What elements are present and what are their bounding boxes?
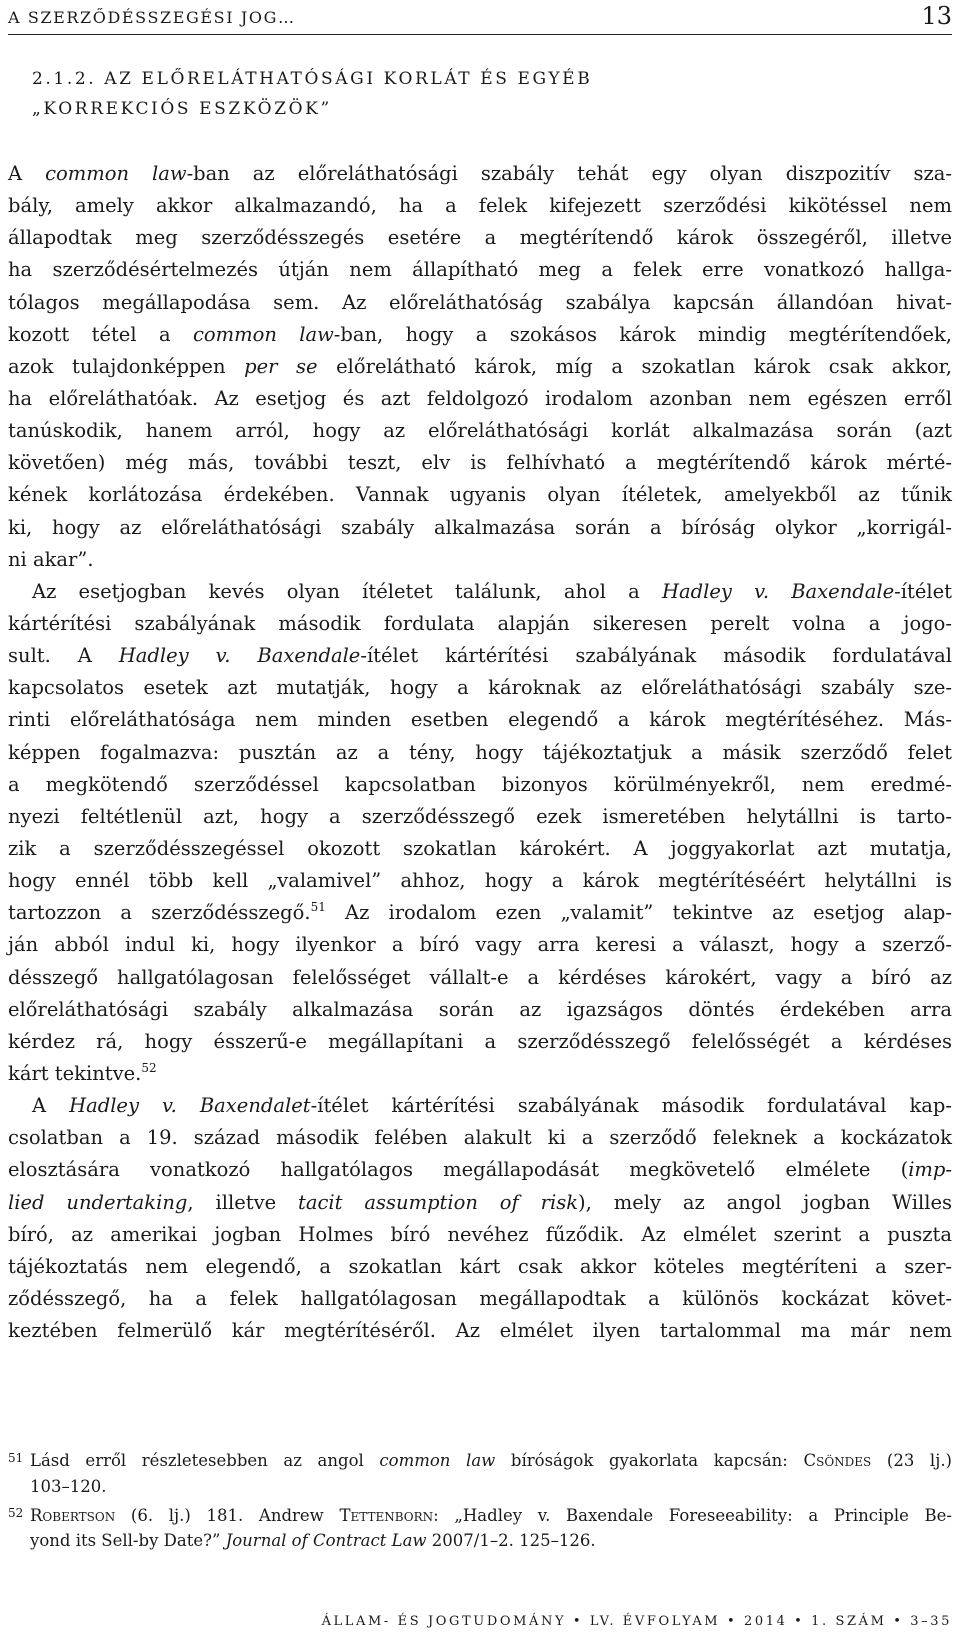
text-line: kárt tekintve.$^{52}$ <box>8 1060 157 1085</box>
header-rule <box>8 34 952 35</box>
footnote-ref: 51 <box>310 900 326 915</box>
text-line: kének korlátozása érdekében. Vannak ugyanis olyan ítéletek, amelyekből az tűnik <box>8 483 952 507</box>
text-line: hogy ennél több kell „valamivel” ahhoz, hogy a károk megtérítéséért helytállni is <box>8 869 952 893</box>
text-line: kozott tétel a common law-ban, hogy a szokásos károk mindig megtérítendőek, <box>8 322 952 346</box>
text-line: lied undertaking, illetve tacit assumption of risk), mely az angol jogban Willes <box>8 1190 952 1214</box>
text-line: A common law-ban az előreláthatósági szabály tehát egy olyan diszpozitív sza- <box>8 162 952 185</box>
text-line: tólagos megállapodása sem. Az előreláthatóság szabálya kapcsán állandóan hivat- <box>8 290 952 314</box>
text-line: azok tulajdonképpen per se előrelátható károk, míg a szokatlan károk csak akkor, <box>8 354 952 378</box>
footnote-mark: 51 <box>8 1451 24 1465</box>
text-line: nyezi feltétlenül azt, hogy a szerződésszegő ezek ismeretében helytállni is tarto- <box>8 804 952 828</box>
text-line: ha előreláthatóak. Az esetjog és azt feldolgozó irodalom azonban nem egészen erről <box>8 386 952 410</box>
journal-footer: ÁLLAM- ÉS JOGTUDOMÁNY • LV. ÉVFOLYAM • 2014 • 1. SZÁM • 3–35 <box>321 1614 952 1629</box>
text-line: kapcsolatos esetek azt mutatják, hogy a károknak az előreláthatósági szabály sze- <box>8 676 952 700</box>
text-line: elosztására vonatkozó hallgatólagos megállapodását megkövetelő elmélete (imp- <box>8 1158 952 1182</box>
footnote-52: 52 Robertson (6. lj.) 181. Andrew Tettenborn: „Hadley v. Baxendale Foreseeability: a Principle Be- yond its Sell-by Date?” Journal of Contract Law 2007/1–2. 125–126. <box>8 1503 952 1555</box>
footnote-51: 51 Lásd erről részletesebben az angol common law bíróságok gyakorlata kapcsán: Csöndes (23 lj.) 103–120. <box>8 1448 952 1500</box>
text-line: ján abból indul ki, hogy ilyenkor a bíró vagy arra keresi a választ, hogy a szerző- <box>8 933 952 957</box>
text-line: tájékoztatás nem elegendő, a szokatlan kárt csak akkor köteles megtéríteni a szer- <box>8 1254 952 1278</box>
text-line: kérdez rá, hogy ésszerű-e megállapítani a szerződésszegő felelősségét a kérdéses <box>8 1029 952 1053</box>
section-heading-line: „KORREKCIÓS ESZKÖZÖK” <box>32 99 332 119</box>
text-line: tanúskodik, hanem arról, hogy az előreláthatósági korlát alkalmazása során (azt <box>8 419 952 443</box>
text-line: sult. A Hadley v. Baxendale-ítélet kártérítési szabályának második fordulatával <box>8 644 952 668</box>
text-line: csolatban a 19. század második felében alakult ki a szerződő feleknek a kockázatok <box>8 1126 952 1150</box>
text-line: ni akar”. <box>8 547 94 571</box>
text-line: désszegő hallgatólagosan felelősséget vállalt-e a kérdéses károkért, vagy a bíró az <box>8 965 952 989</box>
section-heading <box>32 64 592 124</box>
text-line: képpen fogalmazva: pusztán az a tény, hogy tájékoztatjuk a másik szerződő felet <box>8 740 952 764</box>
section-heading-line: 2.1.2. AZ ELŐRELÁTHATÓSÁGI KORLÁT ÉS EGYÉB <box>32 69 593 89</box>
text-line: bály, amely akkor alkalmazandó, ha a felek kifejezett szerződési kikötéssel nem <box>8 194 952 218</box>
text-line: állapodtak meg szerződésszegés esetére a megtérítendő károk összegéről, illetve <box>8 226 952 250</box>
text-line: követően) még más, további teszt, elv is felhívható a megtérítendő károk mérté- <box>8 451 952 475</box>
text-line: ki, hogy az előreláthatósági szabály alkalmazása során a bíróság olykor „korrigál- <box>8 515 952 539</box>
footnote-ref: 52 <box>141 1060 157 1075</box>
text-line: kártérítési szabályának második fordulata alapján sikeresen perelt volna a jogo- <box>8 611 952 635</box>
page-number: 13 <box>921 2 952 30</box>
text-line: keztében felmerülő kár megtérítéséről. Az elmélet ilyen tartalommal ma már nem <box>8 1319 952 1343</box>
text-line: A Hadley v. Baxendalet-ítélet kártérítési szabályának második fordulatával kap- <box>32 1094 952 1118</box>
document-page <box>8 0 952 1639</box>
footnote-mark: 52 <box>8 1505 24 1520</box>
text-line: tartozzon a szerződésszegő.$^{51}$ Az irodalom ezen „valamit” tekintve az esetjog alap- <box>8 900 953 925</box>
text-line: ződésszegő, ha a felek hallgatólagosan megállapodtak a különös kockázat követ- <box>8 1286 952 1310</box>
text-line: zik a szerződésszegéssel okozott szokatlan károkért. A joggyakorlat azt mutatja, <box>8 836 952 860</box>
text-line: Az esetjogban kevés olyan ítéletet találunk, ahol a Hadley v. Baxendale-ítélet <box>32 579 952 603</box>
text-line: előreláthatósági szabály alkalmazása során az igazságos döntés érdekében arra <box>8 997 952 1021</box>
text-line: bíró, az amerikai jogban Holmes bíró nevéhez fűződik. Az elmélet szerint a puszta <box>8 1222 952 1246</box>
body-text <box>8 158 952 1347</box>
text-line: ha szerződésértelmezés útján nem állapítható meg a felek erre vonatkozó hallga- <box>8 258 952 282</box>
text-line: rinti előreláthatósága nem minden esetben elegendő a károk megtérítéséhez. Más- <box>8 708 952 732</box>
text-line: a megkötendő szerződéssel kapcsolatban bizonyos körülményekről, nem eredmé- <box>8 772 952 796</box>
running-title: A SZERZŐDÉSSZEGÉSI JOG… <box>8 8 296 27</box>
footnotes <box>8 1448 952 1554</box>
running-header <box>8 2 952 34</box>
